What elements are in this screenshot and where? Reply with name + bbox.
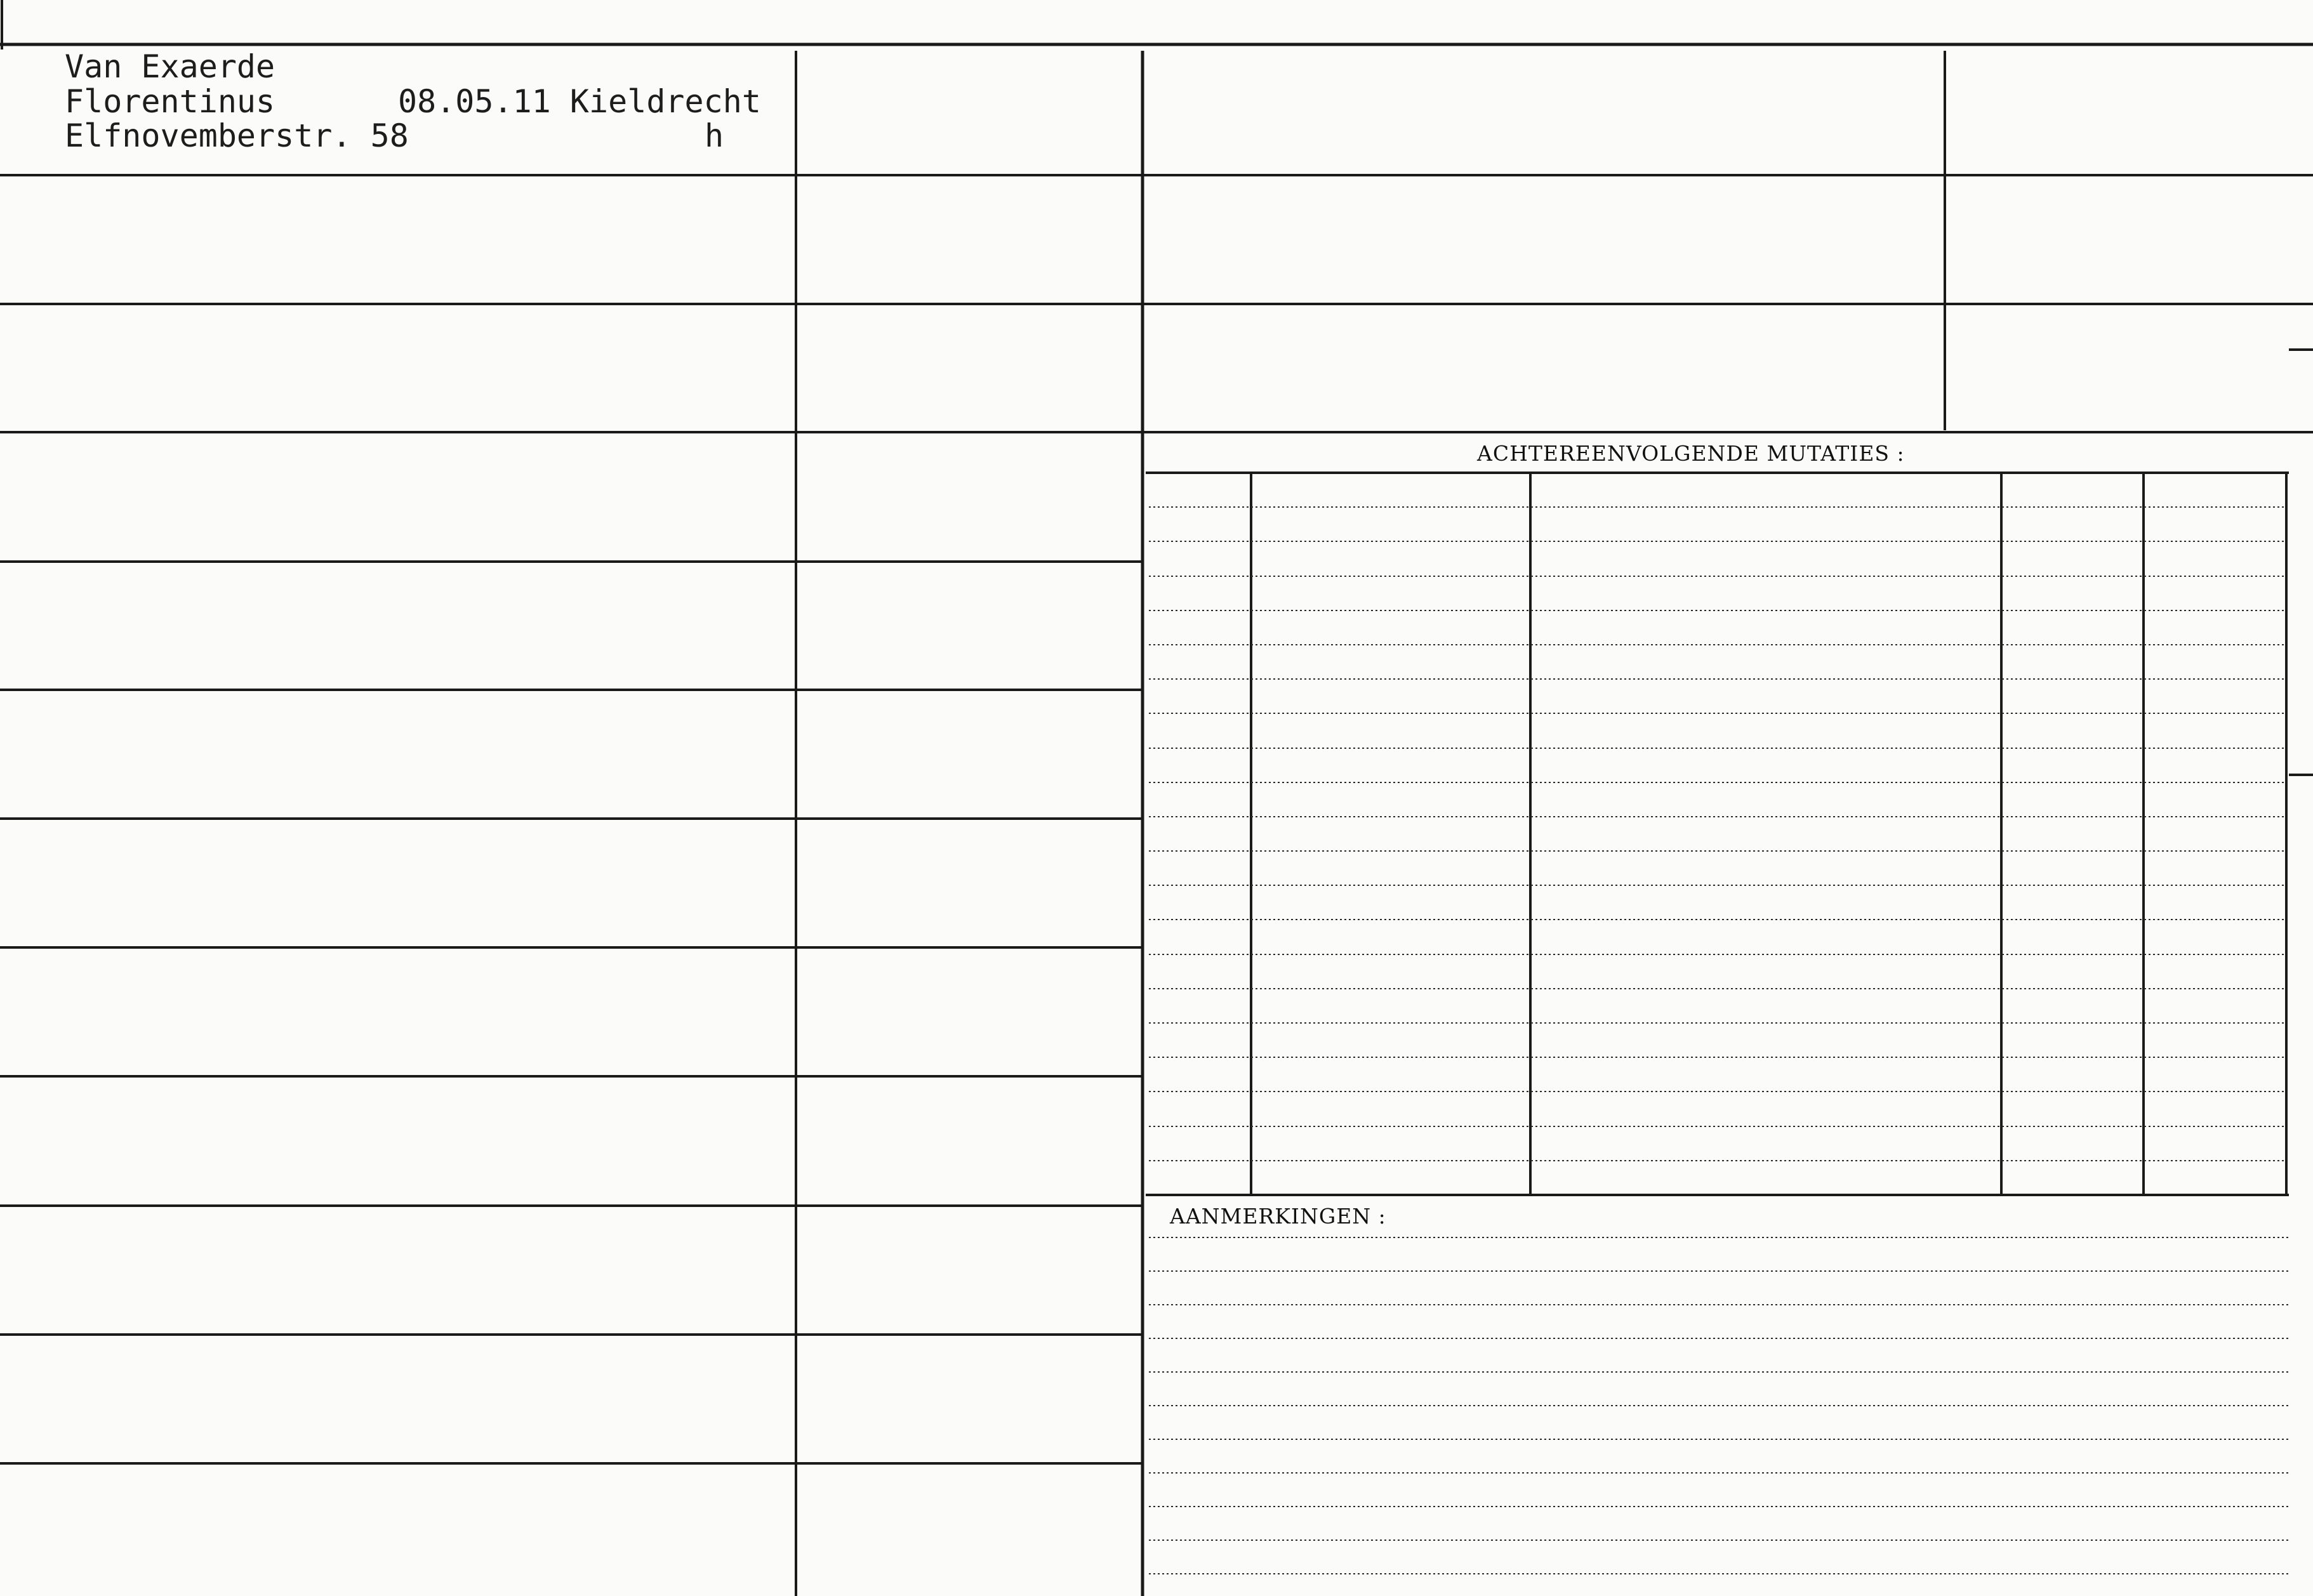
surname-text: Van Exaerde	[65, 48, 275, 85]
address-text: Elfnovemberstr. 58	[65, 117, 409, 154]
extra-mark-text: h	[705, 117, 724, 154]
remarks-heading: AANMERKINGEN :	[1170, 1204, 1386, 1229]
birth-date-place-text: 08.05.11 Kieldrecht	[398, 83, 761, 120]
given-name-text: Florentinus	[65, 83, 275, 120]
mutations-heading: ACHTEREENVOLGENDE MUTATIES :	[1477, 441, 1905, 466]
